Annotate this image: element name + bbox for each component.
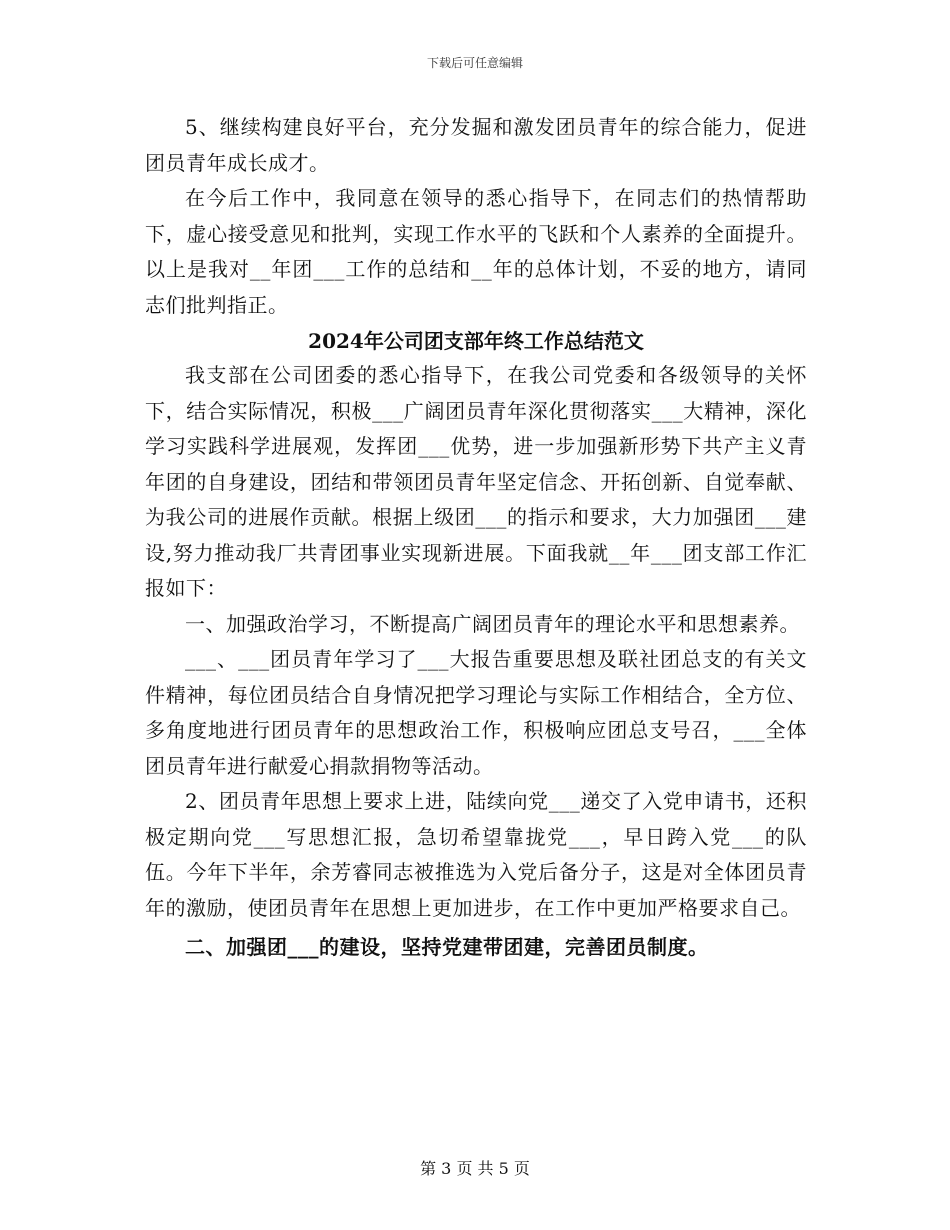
paragraph-item-5: 5、继续构建良好平台，充分发掘和激发团员青年的综合能力，促进团员青年成长成才。 — [145, 115, 807, 175]
paragraph-intro: 我支部在公司团委的悉心指导下，在我公司党委和各级领导的关怀下，结合实际情况，积极___广阔团员青年深化贯彻落实___大精神，深化学习实践科学进展观，发挥团___优势，进一步加强新形势下共产主义青年团的自身建设，团结和带领团员青年坚定信念、开拓创新、自觉奉献、为我公司的进展作贡献。根据上级团___的指示和要求，大力加强团___建设,努力推动我厂共青团事业实现新进展。下面我就__年___团支部工作汇报如下： — [145, 363, 807, 600]
document-body — [145, 110, 807, 966]
paragraph-party-application: 2、团员青年思想上要求上进，陆续向党___递交了入党申请书，还积极定期向党___写思想汇报，急切希望靠拢党___，早日跨入党___的队伍。今年下半年，余芳睿同志被推选为入党后备分子，这是对全体团员青年的激励，使团员青年在思想上更加进步，在工作中更加严格要求自己。 — [145, 789, 807, 920]
paragraph-study: ___、___团员青年学习了___大报告重要思想及联社团总支的有关文件精神，每位团员结合自身情况把学习理论与实际工作相结合，全方位、多角度地进行团员青年的思想政治工作，积极响应团总支号召，___全体团员青年进行献爱心捐款捐物等活动。 — [145, 647, 807, 778]
document-title: 2024年公司团支部年终工作总结范文 — [308, 329, 644, 353]
section-two-heading: 二、加强团___的建设，坚持党建带团建，完善团员制度。 — [185, 935, 709, 959]
paragraph-closing: 在今后工作中，我同意在领导的悉心指导下，在同志们的热情帮助下，虚心接受意见和批判，实现工作水平的飞跃和个人素养的全面提升。以上是我对__年团___工作的总结和__年的总体计划，不妥的地方，请同志们批判指正。 — [145, 186, 807, 317]
page-number: 第 3 页 共 5 页 — [420, 1159, 530, 1178]
page-header: 下载后可任意编辑 — [426, 56, 523, 70]
paragraph-section-one-heading: 一、加强政治学习，不断提高广阔团员青年的理论水平和思想素养。 — [185, 611, 800, 636]
